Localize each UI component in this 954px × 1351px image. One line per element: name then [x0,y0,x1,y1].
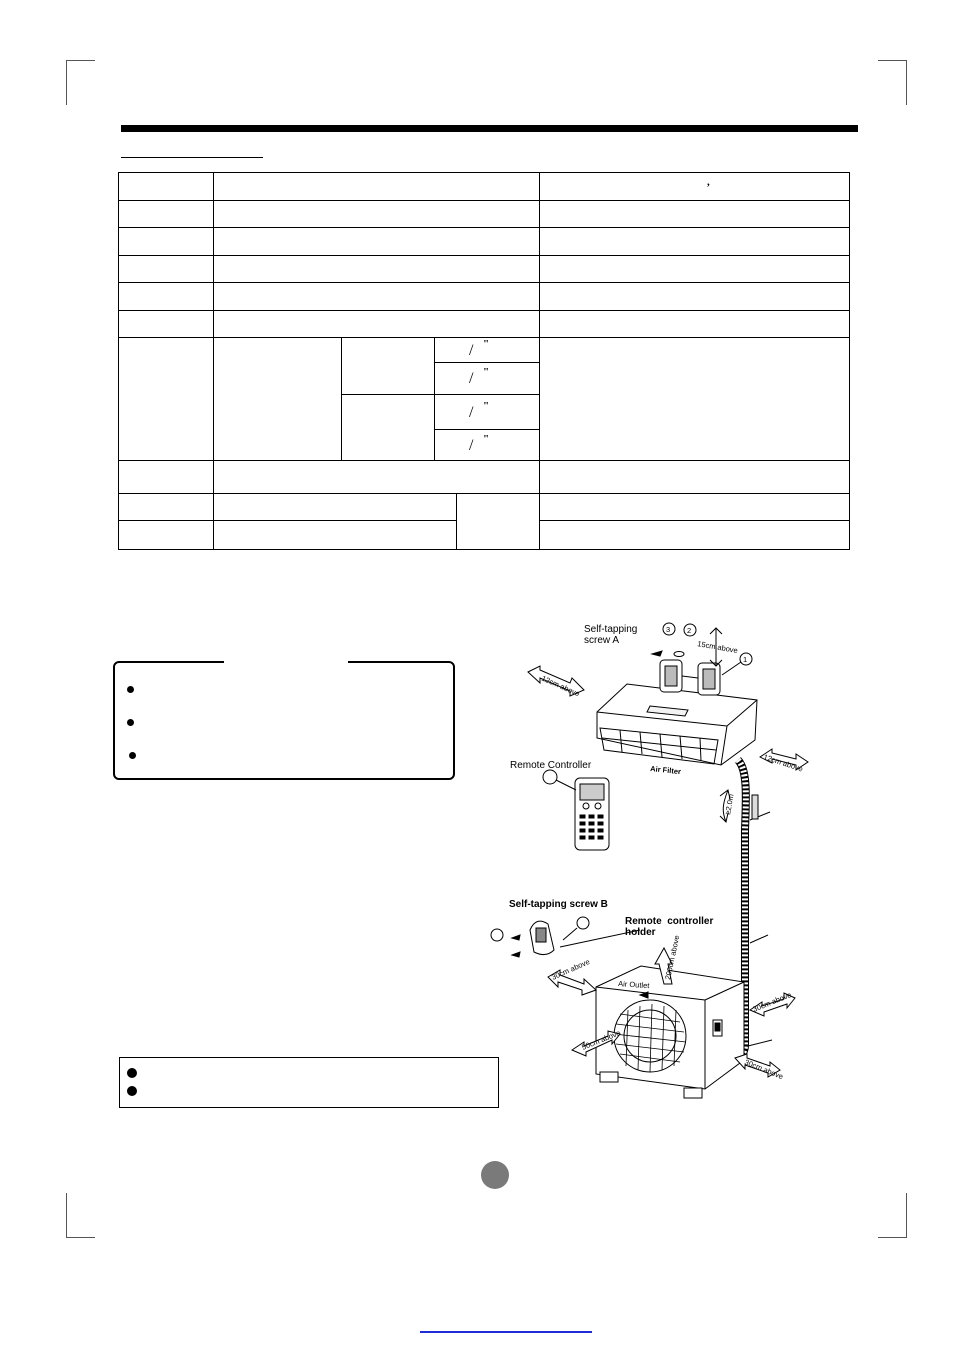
label-self-tapping-screw-a: Self-tapping screw A [584,624,638,646]
crop-mark-bottom-right [906,1193,907,1238]
table-col-divider [434,337,435,460]
label-12cm-right: 12cm above [762,752,805,774]
table-col-divider [213,173,214,549]
label-air-filter: Air Filter [649,764,682,777]
table-row-divider [119,282,849,283]
page-number-badge [481,1161,509,1189]
label-12cm-left: 12cm above [540,673,582,699]
crop-mark-top-left [66,60,95,61]
footer-link-underline[interactable] [420,1331,592,1333]
table-row-divider [119,520,456,521]
label-30cm-left: 30cm above [550,956,592,982]
crop-mark-bottom-left [66,1237,95,1238]
note-box-title-gap [224,658,348,664]
table-row-divider [119,200,849,201]
label-self-tapping-screw-b: Self-tapping screw B [509,899,608,910]
table-subrow-divider [434,362,539,363]
table-col-divider [539,173,540,549]
bullet [127,686,134,693]
table-row-divider [119,493,849,494]
fraction-slash: / [469,437,474,454]
table-row-divider [119,460,849,461]
crop-mark-top-left [66,60,67,105]
label-30cm-bottom: 30cm above [743,1057,785,1082]
table-row-divider [119,310,849,311]
caution-box [119,1057,499,1108]
header-rule [121,125,858,132]
bullet [127,719,134,726]
section-title-underline [121,157,263,158]
accessories-table [118,172,850,550]
crop-mark-top-right [906,60,907,105]
fraction-quote: " [483,400,490,412]
table-col-divider [456,493,457,549]
label-50cm: 50cm above [580,1028,622,1052]
label-200cm: 200cm above [663,934,682,981]
fraction-slash: / [469,370,474,387]
bullet [127,1086,137,1096]
label-distance-2m: ≥2.0m [723,793,736,816]
crop-mark-bottom-left [66,1193,67,1238]
fraction-quote: " [483,433,490,445]
bullet [129,752,136,759]
table-col-divider [341,337,342,460]
installation-diagram [478,610,805,1115]
crop-mark-top-right [878,60,907,61]
crop-mark-bottom-right [878,1237,907,1238]
indoor-unit [597,684,757,765]
callout-number: 1 [743,655,748,664]
label-air-outlet: Air Outlet [617,979,650,991]
table-apostrophe: , [707,176,710,188]
label-30cm-right: 30cm above [751,990,793,1014]
fraction-slash: / [469,404,474,421]
fraction-quote: " [483,338,490,350]
bullet [127,1068,137,1078]
fraction-quote: " [483,366,490,378]
table-row-divider [119,255,849,256]
table-subrow-divider [434,429,539,430]
fraction-slash: / [469,342,474,359]
table-row-divider [539,520,849,521]
label-remote-controller: Remote Controller [510,760,592,771]
note-box [113,661,455,780]
table-row-divider [119,227,849,228]
label-15cm: 15cm above [696,639,739,656]
callout-number: 2 [687,626,692,635]
label-remote-controller-holder: Remote controller holder [625,916,714,938]
table-subrow-divider [341,394,539,395]
callout-number: 3 [666,625,671,634]
